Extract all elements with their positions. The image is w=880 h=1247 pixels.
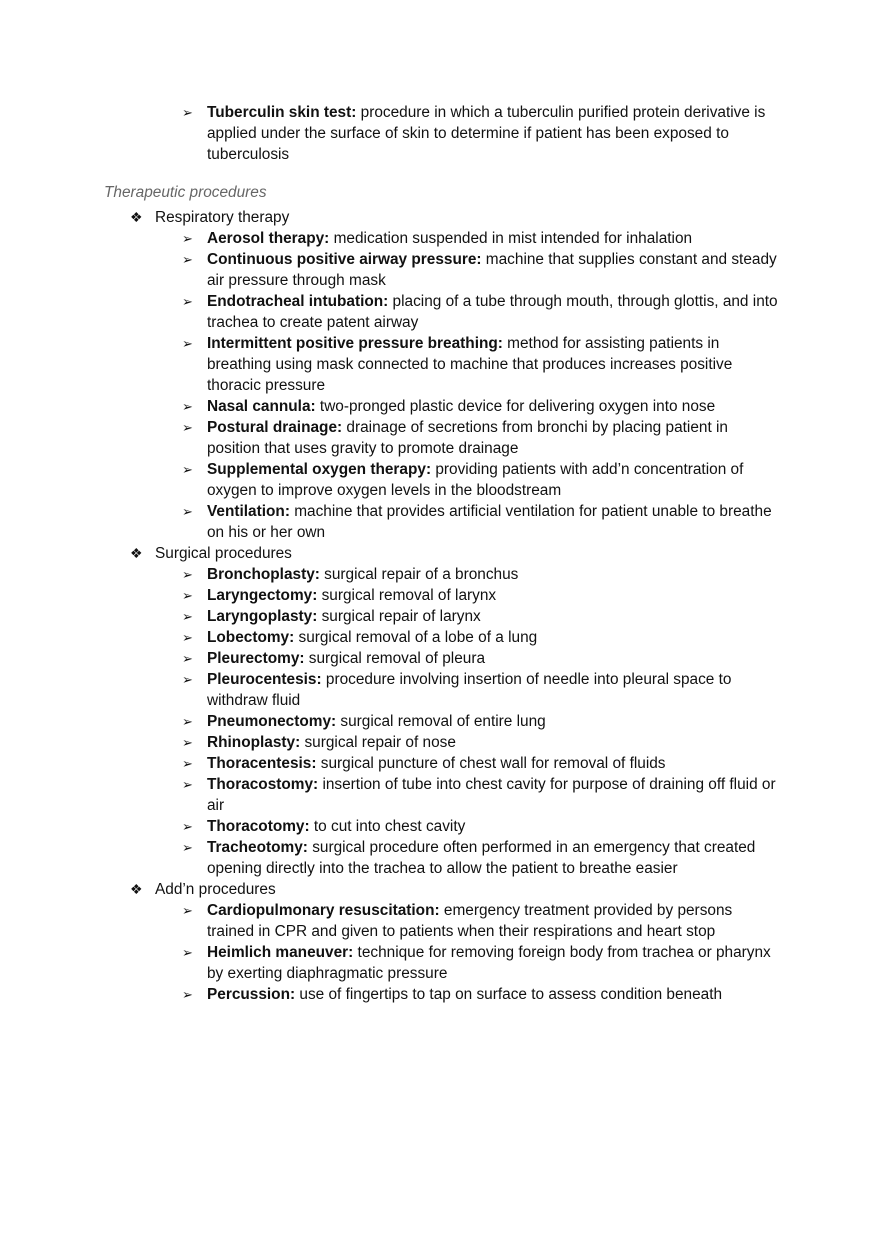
term: Tracheotomy:: [207, 839, 308, 856]
definition: surgical removal of a lobe of a lung: [294, 629, 538, 646]
definition: technique for removing foreign body from trachea or pharynx by exerting diaphragmatic pressure: [207, 944, 771, 982]
definition: surgical procedure often performed in an emergency that created opening directly into the trachea to allow the patient to breathe easier: [207, 839, 756, 877]
arrow-bullet-icon: ➢: [182, 105, 193, 120]
definition: surgical removal of entire lung: [336, 713, 546, 730]
diamond-bullet-icon: ❖: [130, 881, 143, 897]
arrow-bullet-icon: ➢: [182, 420, 193, 435]
arrow-bullet-icon: ➢: [182, 672, 193, 687]
arrow-bullet-icon: ➢: [182, 231, 193, 246]
definition: surgical repair of larynx: [317, 608, 481, 625]
term: Percussion:: [207, 986, 296, 1003]
definition-item: [0, 900, 779, 942]
definition-item: [0, 627, 779, 648]
term: Thoracotomy:: [207, 818, 310, 835]
definition: method for assisting patients in breathing using mask connected to machine that produces increases positive thoracic pressure: [207, 335, 733, 394]
term: Intermittent positive pressure breathing:: [207, 335, 503, 352]
term: Laryngoplasty:: [207, 608, 318, 625]
definition-item: [0, 648, 779, 669]
arrow-bullet-icon: ➢: [182, 735, 193, 750]
arrow-bullet-icon: ➢: [182, 987, 193, 1002]
definition-item: [0, 669, 779, 711]
definition-item: [0, 732, 779, 753]
term: Rhinoplasty:: [207, 734, 301, 751]
arrow-bullet-icon: ➢: [182, 756, 193, 771]
definition-item: [0, 606, 779, 627]
arrow-bullet-icon: ➢: [182, 252, 193, 267]
arrow-bullet-icon: ➢: [182, 336, 193, 351]
definition-item: [0, 837, 779, 879]
definition-item: [0, 396, 779, 417]
arrow-bullet-icon: ➢: [182, 609, 193, 624]
definition: surgical repair of a bronchus: [319, 566, 519, 583]
definition: two-pronged plastic device for delivering oxygen into nose: [315, 398, 716, 415]
diamond-bullet-icon: ❖: [130, 209, 143, 225]
definition-item: [0, 942, 779, 984]
definition: placing of a tube through mouth, through glottis, and into trachea to create patent airway: [207, 293, 778, 331]
term: Continuous positive airway pressure:: [207, 251, 482, 268]
arrow-bullet-icon: ➢: [182, 588, 193, 603]
group-label: Add’n procedures: [155, 881, 276, 898]
arrow-bullet-icon: ➢: [182, 903, 193, 918]
arrow-bullet-icon: ➢: [182, 651, 193, 666]
definition: machine that supplies constant and steady air pressure through mask: [207, 251, 777, 289]
arrow-bullet-icon: ➢: [182, 840, 193, 855]
term: Thoracostomy:: [207, 776, 319, 793]
term: Pleurocentesis:: [207, 671, 322, 688]
term: Postural drainage:: [207, 419, 343, 436]
term: Thoracentesis:: [207, 755, 317, 772]
term: Pneumonectomy:: [207, 713, 337, 730]
definition: surgical repair of nose: [300, 734, 456, 751]
group-label: Respiratory therapy: [155, 209, 290, 226]
definition-item: [0, 585, 779, 606]
definition: to cut into chest cavity: [309, 818, 466, 835]
term: Bronchoplasty:: [207, 566, 320, 583]
definition: machine that provides artificial ventilation for patient unable to breathe on his or her own: [207, 503, 772, 541]
term: Heimlich maneuver:: [207, 944, 354, 961]
definition: emergency treatment provided by persons trained in CPR and given to patients when their respirations and heart stop: [207, 902, 733, 940]
definition-item: [0, 291, 779, 333]
definition: drainage of secretions from bronchi by placing patient in position that uses gravity to promote drainage: [207, 419, 728, 457]
term: Nasal cannula:: [207, 398, 316, 415]
term: Aerosol therapy:: [207, 230, 330, 247]
definition-item: [0, 711, 779, 732]
diamond-bullet-icon: ❖: [130, 545, 143, 561]
definition-item: [0, 333, 779, 396]
definition-item: [0, 417, 779, 459]
arrow-bullet-icon: ➢: [182, 504, 193, 519]
definition-item: [0, 102, 779, 165]
definition-item: [0, 564, 779, 585]
arrow-bullet-icon: ➢: [182, 714, 193, 729]
definition-item: [0, 753, 779, 774]
arrow-bullet-icon: ➢: [182, 294, 193, 309]
definition-item: [0, 459, 779, 501]
term: Pleurectomy:: [207, 650, 305, 667]
section-heading: Therapeutic procedures: [104, 184, 267, 201]
term: Cardiopulmonary resuscitation:: [207, 902, 440, 919]
arrow-bullet-icon: ➢: [182, 462, 193, 477]
definition: surgical removal of larynx: [317, 587, 497, 604]
document-page: [0, 102, 880, 1005]
arrow-bullet-icon: ➢: [182, 945, 193, 960]
definition: use of fingertips to tap on surface to assess condition beneath: [295, 986, 723, 1003]
term: Endotracheal intubation:: [207, 293, 389, 310]
term: Lobectomy:: [207, 629, 295, 646]
group-heading: [0, 207, 880, 228]
term: Laryngectomy:: [207, 587, 318, 604]
term: Tuberculin skin test:: [207, 104, 357, 121]
group-heading: [0, 543, 880, 564]
definition: procedure in which a tuberculin purified protein derivative is applied under the surface of skin to determine if patient has been exposed to tuberculosis: [207, 104, 766, 163]
definition-item: [0, 984, 779, 1005]
definition: medication suspended in mist intended for inhalation: [329, 230, 693, 247]
term: Supplemental oxygen therapy:: [207, 461, 432, 478]
arrow-bullet-icon: ➢: [182, 567, 193, 582]
definition: insertion of tube into chest cavity for purpose of draining off fluid or air: [207, 776, 776, 814]
group-heading: [0, 879, 880, 900]
definition: providing patients with add’n concentration of oxygen to improve oxygen levels in the bloodstream: [207, 461, 744, 499]
definition-item: [0, 228, 779, 249]
definition: surgical removal of pleura: [304, 650, 486, 667]
arrow-bullet-icon: ➢: [182, 819, 193, 834]
definition: procedure involving insertion of needle into pleural space to withdraw fluid: [207, 671, 732, 709]
definition-item: [0, 816, 779, 837]
arrow-bullet-icon: ➢: [182, 399, 193, 414]
term: Ventilation:: [207, 503, 290, 520]
definition-item: [0, 774, 779, 816]
arrow-bullet-icon: ➢: [182, 777, 193, 792]
definition-item: [0, 249, 779, 291]
group-label: Surgical procedures: [155, 545, 292, 562]
definition: surgical puncture of chest wall for removal of fluids: [316, 755, 666, 772]
arrow-bullet-icon: ➢: [182, 630, 193, 645]
definition-item: [0, 501, 779, 543]
